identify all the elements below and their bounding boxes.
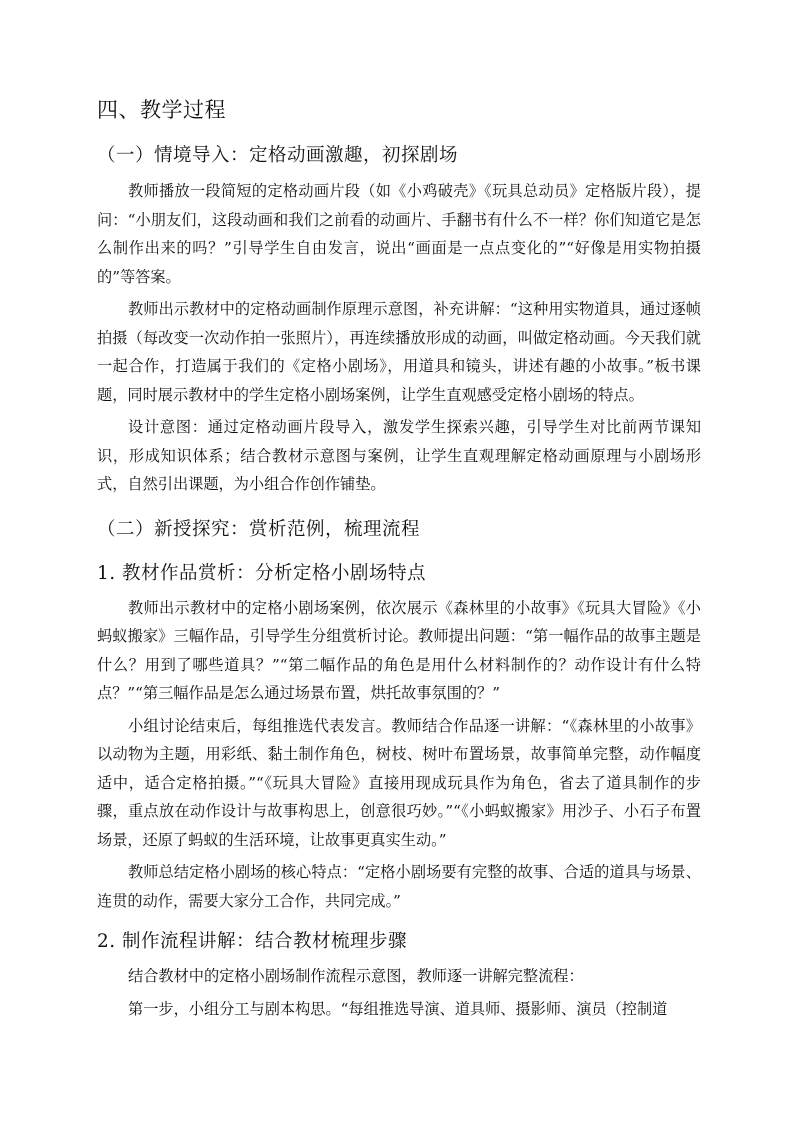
document-content: [97, 93, 701, 1027]
section-title: 四、教学过程: [97, 98, 226, 122]
part1-paragraph-1: 教师播放一段简短的定格动画片段（如《小鸡破壳》《玩具总动员》定格版片段），提问：“小朋友们，这段动画和我们之前看的动画片、手翻书有什么不一样？你们知道它是怎么制作出来的吗？”引导学生自由发言，说出“画面是一点点变化的”“好像是用实物拍摄的”等答案。: [97, 182, 701, 286]
part2-sub1-paragraph-3: 教师总结定格小剧场的核心特点：“定格小剧场要有完整的故事、合适的道具与场景、连贯的动作，需要大家分工合作，共同完成。”: [97, 863, 701, 910]
part1-heading: （一）情境导入：定格动画激趣，初探剧场: [97, 145, 459, 166]
part2-sub2-paragraph-1: 结合教材中的定格小剧场制作流程示意图，教师逐一讲解完整流程：: [128, 967, 584, 985]
part2-sub1-heading: 1. 教材作品赏析：分析定格小剧场特点: [97, 562, 427, 584]
part2-sub1-paragraph-2: 小组讨论结束后，每组推选代表发言。教师结合作品逐一讲解：“《森林里的小故事》以动物为主题，用彩纸、黏土制作角色，树枝、树叶布置场景，故事简单完整，动作幅度适中，适合定格拍摄。”“《玩具大冒险》直接用现成玩具作为角色，省去了道具制作的步骤，重点放在动作设计与故事构思上，创意很巧妙。”“《小蚂蚁搬家》用沙子、小石子布置场景，还原了蚂蚁的生活环境，让故事更真实生动。”: [97, 716, 701, 849]
part2-sub2-paragraph-2: 第一步，小组分工与剧本构思。“每组推选导演、道具师、摄影师、演员（控制道: [128, 999, 668, 1018]
part2-sub2-heading: 2. 制作流程讲解：结合教材梳理步骤: [97, 931, 408, 952]
part2-sub1-paragraph-1: 教师出示教材中的定格小剧场案例，依次展示《森林里的小故事》《玩具大冒险》《小蚂蚁搬家》三幅作品，引导学生分组赏析讨论。教师提出问题：“第一幅作品的故事主题是什么？用到了哪些道具？”“第二幅作品的角色是用什么材料制作的？动作设计有什么特点？”“第三幅作品是怎么通过场景布置，烘托故事氛围的？”: [97, 598, 701, 702]
part2-heading: （二）新授探究：赏析范例，梳理流程: [97, 518, 421, 540]
part1-paragraph-2: 教师出示教材中的定格动画制作原理示意图，补充讲解：“这种用实物道具，通过逐帧拍摄（每改变一次动作拍一张照片），再连续播放形成的动画，叫做定格动画。今天我们就一起合作，打造属于我们的《定格小剧场》，用道具和镜头，讲述有趣的小故事。”板书课题，同时展示教材中的学生定格小剧场案例，让学生直观感受定格小剧场的特点。: [97, 300, 701, 404]
part1-paragraph-3: 设计意图：通过定格动画片段导入，激发学生探索兴趣，引导学生对比前两节课知识，形成知识体系；结合教材示意图与案例，让学生直观理解定格动画原理与小剧场形式，自然引出课题，为小组合作创作铺垫。: [97, 418, 701, 493]
